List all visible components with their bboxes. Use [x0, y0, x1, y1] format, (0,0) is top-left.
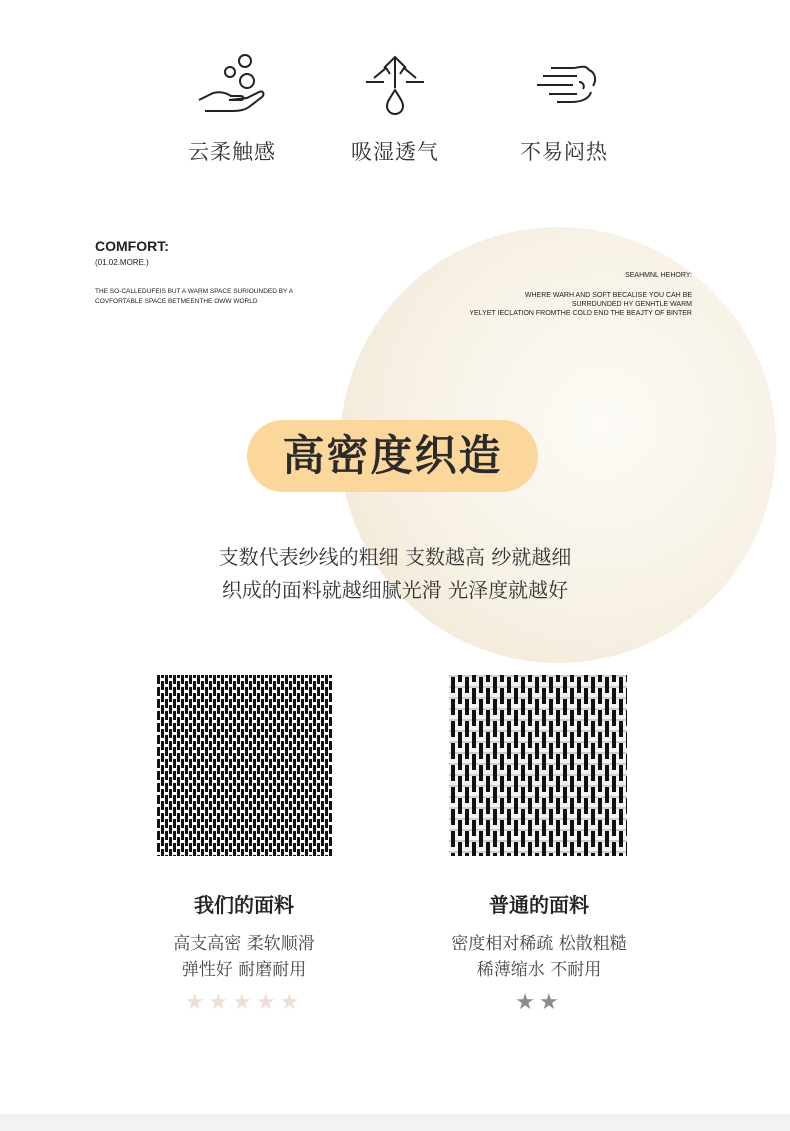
- common-fabric-rating: ★★: [515, 990, 563, 1015]
- wind-cloud-icon: [529, 52, 599, 116]
- our-fabric-rating: ★★★★★: [184, 990, 304, 1015]
- common-fabric-desc: [389, 931, 689, 983]
- headline-pill: 高密度织造: [247, 420, 538, 492]
- comfort-sub: (01.02.MORE.): [95, 258, 149, 267]
- our-fabric-line: 高支高密 柔软顺滑: [173, 934, 315, 954]
- seahmnl-line: WHERE WARH AND SOFT BECALISE YOU CAH BE: [524, 292, 692, 299]
- description-line-2: 织成的面料就越细腻光滑 光泽度就越好: [221, 578, 569, 602]
- comfort-body: THE SO-CALLEDUFEIS BUT A WARM SPACE SURIOUNDED BY A COVFORTABLE SPACE BETMEENTHE OWW WORLD: [95, 288, 293, 305]
- description-line-1: 支数代表纱线的粗细 支数越高 纱就越细: [218, 545, 572, 569]
- our-fabric-swatch: [156, 675, 332, 856]
- footer-band: [0, 1114, 790, 1131]
- our-fabric-line: 弹性好 耐磨耐用: [181, 960, 307, 980]
- hand-bubbles-icon: [197, 52, 267, 116]
- common-fabric-title: 普通的面料: [489, 893, 589, 917]
- our-fabric-desc: [94, 931, 394, 983]
- seahmnl-body: [469, 291, 692, 318]
- seahmnl-title: SEAHMNL HEHORY:: [625, 272, 692, 279]
- feature-label: 云柔触感: [188, 140, 276, 164]
- feature-not-stuffy: [484, 52, 644, 166]
- comfort-title: COMFORT:: [95, 238, 169, 254]
- feature-soft-touch: [152, 52, 312, 166]
- feature-breathable: [315, 52, 475, 166]
- common-fabric-line: 密度相对稀疏 松散粗糙: [451, 934, 627, 954]
- common-fabric-line: 稀薄缩水 不耐用: [476, 960, 602, 980]
- seahmnl-line: YELYET IECLATION FROMTHE COLD END THE BEAJTY OF BINTER: [469, 310, 692, 317]
- feature-label: 吸湿透气: [351, 140, 439, 164]
- our-fabric-title: 我们的面料: [194, 893, 294, 917]
- seahmnl-line: SURRDUNDED HY GENHTLE WARM: [571, 301, 692, 308]
- moisture-drop-icon: [360, 52, 430, 116]
- feature-label: 不易闷热: [520, 140, 608, 164]
- common-fabric-swatch: [449, 675, 627, 856]
- seahmnl-block: [469, 272, 692, 318]
- comfort-block: [95, 238, 295, 307]
